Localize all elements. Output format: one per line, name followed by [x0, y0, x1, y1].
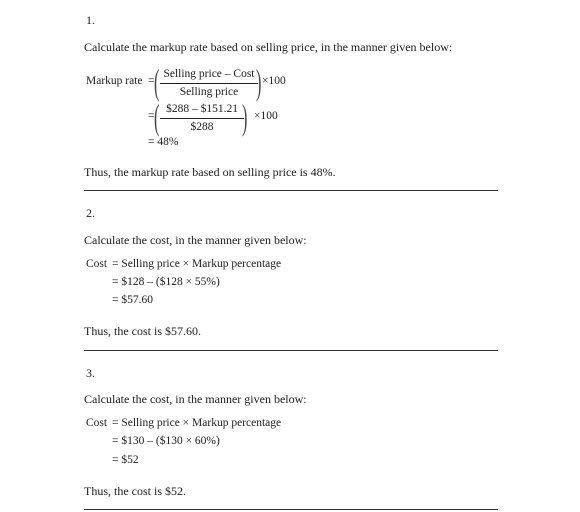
problem-1-right-paren-2: ): [242, 97, 248, 137]
problem-1-fraction-1-numerator: Selling price – Cost: [163, 68, 255, 80]
problem-2-conclusion: Thus, the cost is $57.60.: [84, 324, 201, 338]
problem-1-fraction-2-denominator: $288: [190, 121, 214, 133]
problem-3-line-3: = $52: [112, 454, 139, 466]
problem-1-fraction-2-bar: [160, 118, 244, 119]
problem-1-lhs: Markup rate: [86, 75, 143, 87]
problem-1-result: = 48%: [148, 136, 179, 148]
divider-3: [84, 509, 498, 510]
problem-1-multiplier-2: ×100: [254, 110, 278, 122]
problem-3-lhs: Cost: [86, 417, 108, 429]
divider-1: [84, 190, 498, 191]
problem-1-right-paren-1: ): [256, 62, 262, 102]
problem-1-intro: Calculate the markup rate based on selling price, in the manner given below:: [84, 40, 453, 54]
problem-1-fraction-1: [160, 68, 258, 99]
problem-2-line-3: = $57.60: [112, 294, 153, 306]
problem-2-lhs: Cost: [86, 258, 108, 270]
problem-3-line-1: = Selling price × Markup percentage: [112, 417, 282, 429]
problem-3-conclusion: Thus, the cost is $52.: [84, 484, 186, 498]
problem-2-number: 2.: [86, 206, 95, 220]
problem-3-intro: Calculate the cost, in the manner given below:: [84, 392, 307, 406]
problem-1-fraction-2: [160, 103, 244, 134]
problem-3-number: 3.: [86, 366, 95, 380]
problem-1-fraction-2-numerator: $288 – $151.21: [166, 103, 238, 115]
problem-1-conclusion: Thus, the markup rate based on selling price is 48%.: [84, 165, 336, 179]
problem-1-multiplier-1: ×100: [262, 75, 286, 87]
problem-3-line-2: = $130 – ($130 × 60%): [112, 435, 220, 447]
problem-1-equals: =: [148, 75, 155, 87]
problem-1-equals-2: =: [148, 110, 155, 122]
divider-2: [84, 350, 498, 351]
problem-1-fraction-1-denominator: Selling price: [179, 86, 239, 98]
problem-2-intro: Calculate the cost, in the manner given below:: [84, 233, 307, 247]
problem-2-line-2: = $128 – ($128 × 55%): [112, 276, 220, 288]
problem-2-line-1: = Selling price × Markup percentage: [112, 258, 282, 270]
problem-1-fraction-1-bar: [160, 83, 258, 84]
problem-1-left-paren-1: (: [154, 62, 160, 102]
problem-1-left-paren-2: (: [154, 97, 160, 137]
problem-1-number: 1.: [86, 13, 95, 27]
